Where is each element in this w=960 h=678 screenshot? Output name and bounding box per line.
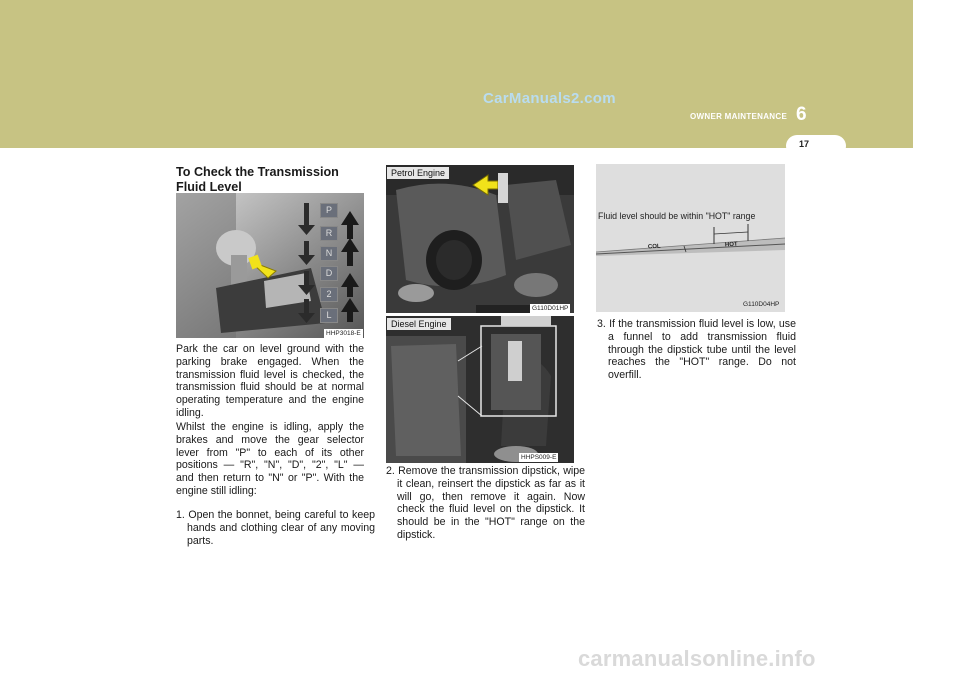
chapter-header-band [0,0,913,148]
dipstick-image [596,164,785,312]
step-3: 3. If the transmission fluid level is low, use a funnel to add transmission fluid through the dipstick tube until the level reaches the "HOT" range. Do not overfill. [597,318,796,382]
gear-letter-p: P [320,203,338,218]
dipstick-cool-mark: COL [647,243,661,251]
header-watermark: CarManuals2.com [483,90,616,107]
dipstick-code: G110D04HP [743,301,780,308]
dipstick-caption: Fluid level should be within "HOT" range [598,211,756,221]
footer-watermark: carmanualsonline.info [578,646,816,671]
chapter-number: 6 [796,104,807,125]
gear-letter-n: N [320,246,338,261]
step-1: 1. Open the bonnet, being careful to keep hands and clothing clear of any moving parts. [176,509,375,547]
diesel-engine-code: HHPS009-E [521,454,557,461]
gear-letter-2: 2 [320,287,338,302]
step-2: 2. Remove the transmission dipstick, wipe it clean, reinsert the dipstick as far as it will go, then remove it again. Now check the fluid level on the dipstick. It should be in the "HOT" range on the dipstick. [386,465,585,541]
diesel-engine-image [386,316,574,463]
shift-paragraph: Whilst the engine is idling, apply the brakes and move the gear selector lever from "P" to each of its other positions — "R", "N", "D", "2", "L" — and then return to "N" or "P". With the engine still idling: [176,421,364,497]
petrol-engine-image [386,165,574,313]
intro-paragraph: Park the car on level ground with the parking brake engaged. When the transmission fluid level is checked, the transmission fluid should be at normal operating temperature and the engine idling. [176,343,364,419]
dipstick-figure [596,164,785,312]
diesel-engine-figure [386,316,574,463]
gear-letter-d: D [320,266,338,281]
petrol-engine-label: Petrol Engine [387,167,449,179]
gear-selector-code: HHP3018-E [326,330,361,337]
gear-letter-l: L [320,308,338,323]
diesel-engine-label: Diesel Engine [387,318,451,330]
page-number: 17 [798,139,809,149]
section-heading: To Check the Transmission Fluid Level [176,165,339,194]
petrol-engine-code: G110D01HP [532,305,569,312]
dipstick-hot-mark: HOT [724,241,738,249]
chapter-title: OWNER MAINTENANCE [690,112,788,121]
petrol-engine-figure [386,165,574,313]
gear-letter-r: R [320,226,338,241]
